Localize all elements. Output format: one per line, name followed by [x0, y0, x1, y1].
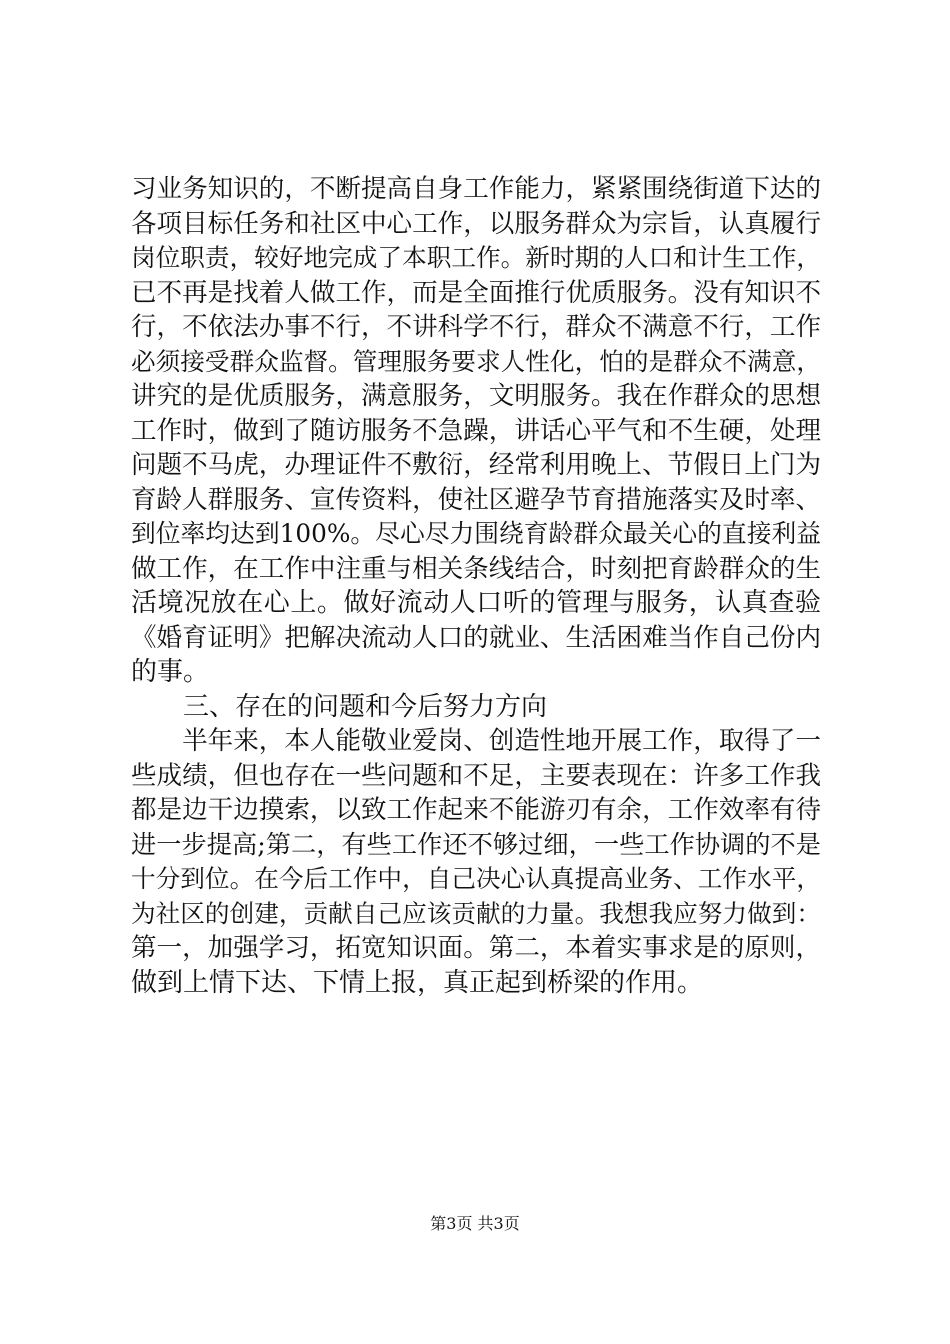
text-line: 已不再是找着人做工作，而是全面推行优质服务。没有知识不 — [131, 277, 821, 308]
text-line: 三、存在的问题和今后努力方向 — [131, 691, 548, 722]
document-body — [131, 172, 821, 1000]
text-line: 各项目标任务和社区中心工作，以服务群众为宗旨，认真履行 — [131, 208, 821, 239]
text-line: 半年来，本人能敬业爱岗、创造性地开展工作，取得了一 — [131, 726, 821, 756]
text-line: 问题不马虎，办理证件不敷衍，经常利用晚上、节假日上门为 — [131, 450, 821, 480]
text-line: 做工作，在工作中注重与相关条线结合，时刻把育龄群众的生 — [131, 553, 821, 584]
text-line: 活境况放在心上。做好流动人口听的管理与服务，认真查验 — [131, 588, 821, 618]
text-line: 十分到位。在今后工作中，自己决心认真提高业务、工作水平， — [131, 864, 821, 893]
text-line: 为社区的创建，贡献自己应该贡献的力量。我想我应努力做到： — [131, 898, 821, 928]
text-line: 育龄人群服务、宣传资料，使社区避孕节育措施落实及时率、 — [131, 484, 821, 515]
text-line: 《婚育证明》把解决流动人口的就业、生活困难当作自己份内 — [131, 622, 821, 653]
text-line: 必须接受群众监督。管理服务要求人性化，怕的是群众不满意， — [131, 346, 821, 376]
page-footer: 第3页 共3页 — [430, 1214, 520, 1233]
text-line: 讲究的是优质服务，满意服务，文明服务。我在作群众的思想 — [131, 381, 821, 411]
text-line: 做到上情下达、下情上报，真正起到桥梁的作用。 — [131, 967, 704, 998]
text-line: 到位率均达到100%。尽心尽力围绕育龄群众最关心的直接利益 — [131, 519, 821, 548]
text-line: 工作时，做到了随访服务不急躁，讲话心平气和不生硬，处理 — [131, 415, 821, 446]
text-line: 行，不依法办事不行，不讲科学不行，群众不满意不行，工作 — [131, 312, 821, 342]
text-line: 进一步提高;第二，有些工作还不够过细，一些工作协调的不是 — [131, 829, 821, 859]
text-line: 都是边干边摸索，以致工作起来不能游刃有余，工作效率有待 — [131, 795, 821, 825]
text-line: 的事。 — [131, 657, 210, 687]
text-line: 岗位职责，较好地完成了本职工作。新时期的人口和计生工作， — [131, 243, 821, 272]
text-line: 习业务知识的，不断提高自身工作能力，紧紧围绕街道下达的 — [131, 174, 821, 204]
text-line: 些成绩，但也存在一些问题和不足，主要表现在：许多工作我 — [131, 760, 821, 791]
text-line: 第一，加强学习，拓宽知识面。第二，本着实事求是的原则， — [131, 933, 821, 963]
